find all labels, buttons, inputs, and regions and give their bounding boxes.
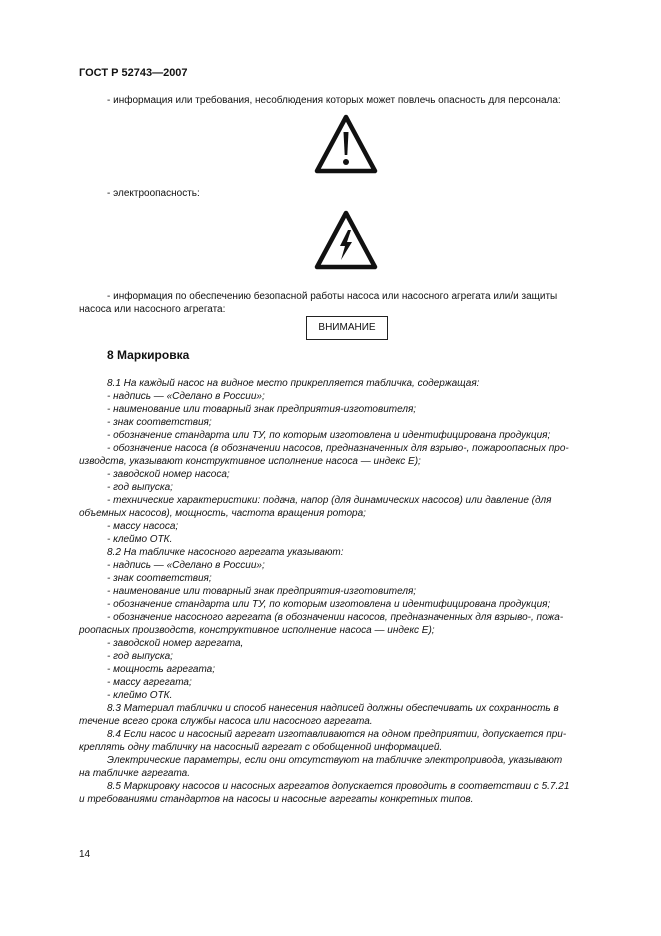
body-line: и требованиями стандартов на насосы и насосные агрегаты конкретных типов.	[79, 794, 474, 805]
intro-line: - информация или требования, несоблюдения которых может повлечь опасность для персонала:	[107, 95, 561, 106]
electro-label: - электроопасность:	[107, 188, 200, 199]
body-line: 8.5 Маркировку насосов и насосных агрегатов допускается проводить в соответствии с 5.7.21	[107, 781, 570, 792]
body-line: объемных насосов), мощность, частота вращения ротора;	[79, 508, 366, 519]
body-line: - год выпуска;	[107, 651, 173, 662]
body-line: - массу агрегата;	[107, 677, 192, 688]
body-line: - клеймо ОТК.	[107, 690, 173, 701]
body-line: - массу насоса;	[107, 521, 179, 532]
safety-info-line-cont: насоса или насосного агрегата:	[79, 304, 226, 315]
attention-label: ВНИМАНИЕ	[318, 322, 376, 333]
attention-box	[306, 316, 388, 340]
body-line: 8.4 Если насос и насосный агрегат изготавливаются на одном предприятии, допускается при-	[107, 729, 567, 740]
body-line: - наименование или товарный знак предприятия-изготовителя;	[107, 404, 417, 415]
body-line: - надпись — «Сделано в России»;	[107, 391, 265, 402]
body-line: - технические характеристики: подача, напор (для динамических насосов) или давление (для	[107, 495, 552, 506]
body-line: - заводской номер агрегата,	[107, 638, 244, 649]
electric-hazard-icon	[314, 210, 378, 270]
body-line: - обозначение насоса (в обозначении насосов, предназначенных для взрыво-, пожароопасных про-	[107, 443, 569, 454]
body-line: - заводской номер насоса;	[107, 469, 230, 480]
body-line: роопасных производств, конструктивное исполнение насоса — индекс Е);	[79, 625, 435, 636]
body-line: изводств, указывают конструктивное исполнение насоса — индекс Е);	[79, 456, 421, 467]
body-line: - год выпуска;	[107, 482, 173, 493]
general-warning-icon	[314, 114, 378, 174]
body-line: 8.3 Материал таблички и способ нанесения надписей должны обеспечивать их сохранность в	[107, 703, 559, 714]
body-line: креплять одну табличку на насосный агрегат с обобщенной информацией.	[79, 742, 443, 753]
body-line: - обозначение стандарта или ТУ, по которым изготовлена и идентифицирована продукция;	[107, 599, 551, 610]
body-line: на табличке агрегата.	[79, 768, 191, 779]
safety-info-line: - информация по обеспечению безопасной работы насоса или насосного агрегата или/и защиты	[107, 291, 558, 302]
body-line: 8.1 На каждый насос на видное место прикрепляется табличка, содержащая:	[107, 378, 480, 389]
body-line: - клеймо ОТК.	[107, 534, 173, 545]
section-title: 8 Маркировка	[107, 348, 190, 362]
body-line: течение всего срока службы насоса или насосного агрегата.	[79, 716, 373, 727]
document-header: ГОСТ Р 52743—2007	[79, 67, 188, 79]
body-line: - мощность агрегата;	[107, 664, 216, 675]
body-line: - обозначение стандарта или ТУ, по которым изготовлена и идентифицирована продукция;	[107, 430, 551, 441]
body-line: 8.2 На табличке насосного агрегата указывают:	[107, 547, 344, 558]
body-line: - надпись — «Сделано в России»;	[107, 560, 265, 571]
body-line: - знак соответствия;	[107, 573, 212, 584]
page-number: 14	[79, 849, 91, 860]
body-line: Электрические параметры, если они отсутствуют на табличке электропривода, указывают	[107, 755, 563, 766]
body-line: - обозначение насосного агрегата (в обозначении насосов, предназначенных для взрыво-, пожа-	[107, 612, 564, 623]
body-line: - наименование или товарный знак предприятия-изготовителя;	[107, 586, 417, 597]
body-line: - знак соответствия;	[107, 417, 212, 428]
